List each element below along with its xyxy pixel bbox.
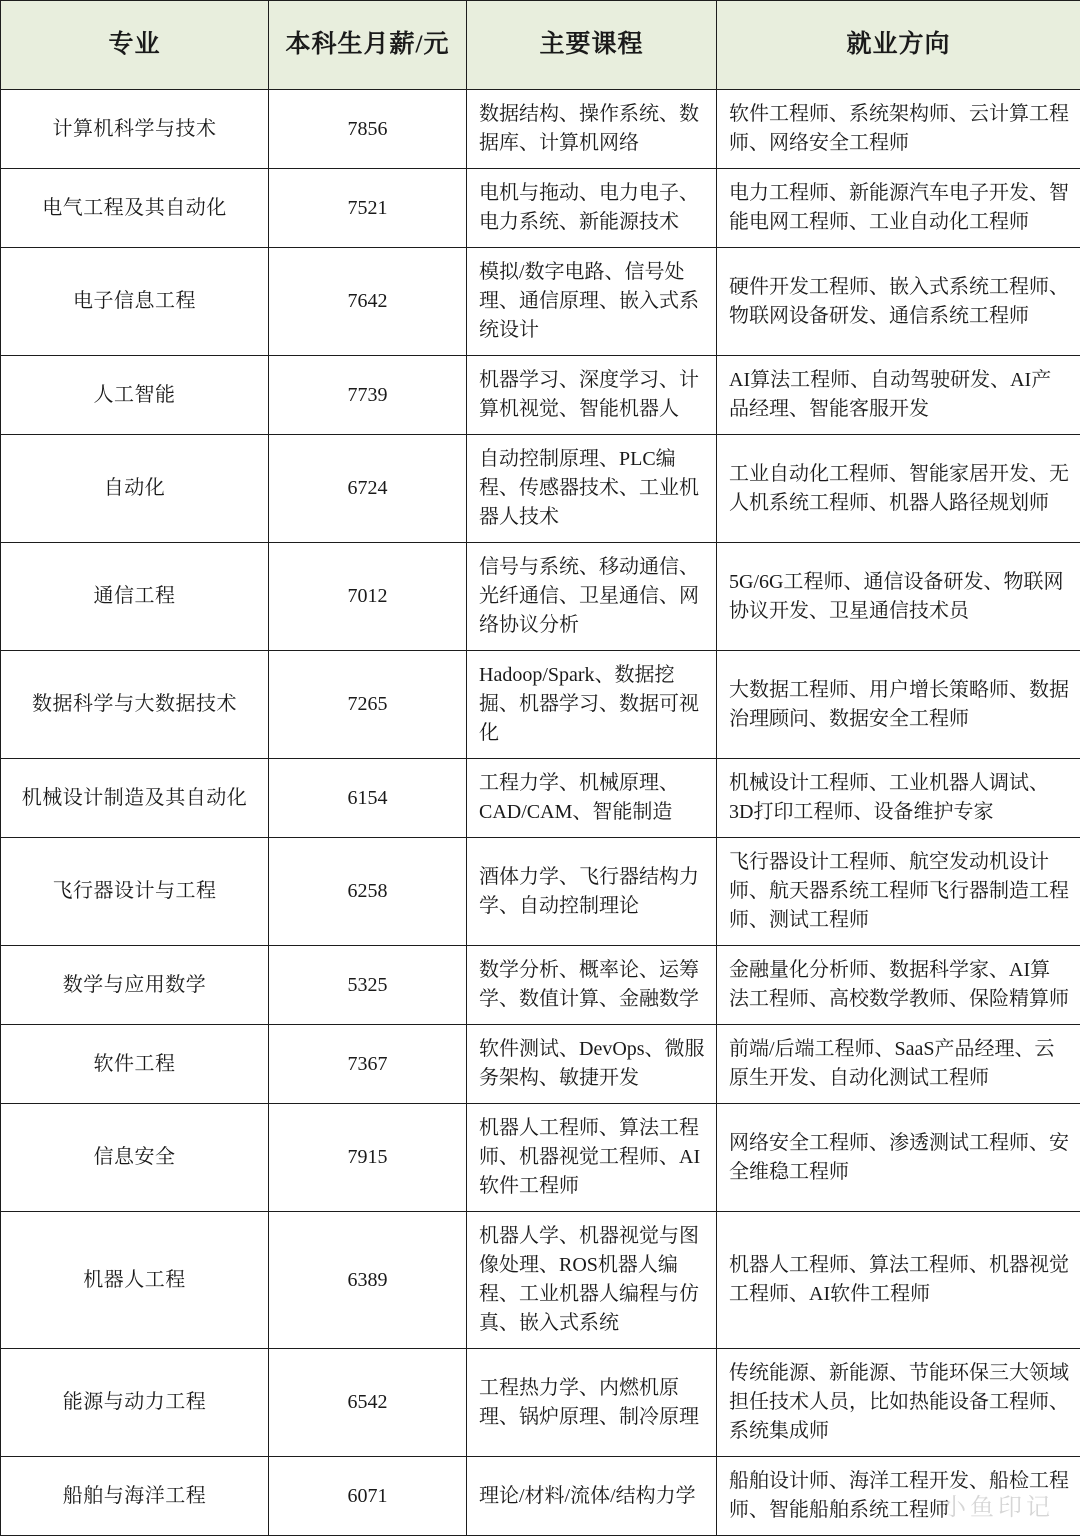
cell-careers: 机械设计工程师、工业机器人调试、3D打印工程师、设备维护专家 — [717, 759, 1080, 838]
cell-salary: 6071 — [269, 1457, 467, 1536]
cell-major: 计算机科学与技术 — [1, 90, 269, 169]
cell-courses: 数学分析、概率论、运筹学、数值计算、金融数学 — [467, 946, 717, 1025]
cell-courses: 电机与拖动、电力电子、电力系统、新能源技术 — [467, 169, 717, 248]
cell-major: 飞行器设计与工程 — [1, 838, 269, 946]
table-row — [1, 435, 1080, 543]
cell-careers: 船舶设计师、海洋工程开发、船检工程师、智能船舶系统工程师 — [717, 1457, 1080, 1536]
cell-salary: 6724 — [269, 435, 467, 543]
cell-salary: 7521 — [269, 169, 467, 248]
cell-major: 信息安全 — [1, 1104, 269, 1212]
table-row — [1, 946, 1080, 1025]
table-row — [1, 1025, 1080, 1104]
table-row — [1, 1104, 1080, 1212]
cell-courses: 工程热力学、内燃机原理、锅炉原理、制冷原理 — [467, 1349, 717, 1457]
cell-major: 自动化 — [1, 435, 269, 543]
table-row — [1, 543, 1080, 651]
cell-salary: 6389 — [269, 1212, 467, 1349]
table-row — [1, 169, 1080, 248]
cell-courses: Hadoop/Spark、数据挖掘、机器学习、数据可视化 — [467, 651, 717, 759]
cell-careers: 前端/后端工程师、SaaS产品经理、云原生开发、自动化测试工程师 — [717, 1025, 1080, 1104]
cell-salary: 7915 — [269, 1104, 467, 1212]
table-row — [1, 1457, 1080, 1536]
table-row — [1, 838, 1080, 946]
table-body — [1, 90, 1080, 1536]
cell-major: 人工智能 — [1, 356, 269, 435]
table-row — [1, 1212, 1080, 1349]
table-row — [1, 1349, 1080, 1457]
cell-careers: 网络安全工程师、渗透测试工程师、安全维稳工程师 — [717, 1104, 1080, 1212]
column-header-courses: 主要课程 — [467, 1, 717, 90]
cell-courses: 自动控制原理、PLC编程、传感器技术、工业机器人技术 — [467, 435, 717, 543]
cell-courses: 机器人工程师、算法工程师、机器视觉工程师、AI软件工程师 — [467, 1104, 717, 1212]
cell-careers: 机器人工程师、算法工程师、机器视觉工程师、AI软件工程师 — [717, 1212, 1080, 1349]
cell-salary: 7856 — [269, 90, 467, 169]
cell-courses: 机器人学、机器视觉与图像处理、ROS机器人编程、工业机器人编程与仿真、嵌入式系统 — [467, 1212, 717, 1349]
cell-major: 船舶与海洋工程 — [1, 1457, 269, 1536]
cell-courses: 工程力学、机械原理、CAD/CAM、智能制造 — [467, 759, 717, 838]
cell-major: 机械设计制造及其自动化 — [1, 759, 269, 838]
cell-courses: 信号与系统、移动通信、光纤通信、卫星通信、网络协议分析 — [467, 543, 717, 651]
cell-salary: 7012 — [269, 543, 467, 651]
cell-careers: 传统能源、新能源、节能环保三大领域担任技术人员，比如热能设备工程师、系统集成师 — [717, 1349, 1080, 1457]
cell-major: 数学与应用数学 — [1, 946, 269, 1025]
cell-major: 机器人工程 — [1, 1212, 269, 1349]
column-header-salary: 本科生月薪/元 — [269, 1, 467, 90]
cell-careers: 金融量化分析师、数据科学家、AI算法工程师、高校数学教师、保险精算师 — [717, 946, 1080, 1025]
cell-salary: 5325 — [269, 946, 467, 1025]
cell-courses: 软件测试、DevOps、微服务架构、敏捷开发 — [467, 1025, 717, 1104]
cell-salary: 7367 — [269, 1025, 467, 1104]
cell-courses: 模拟/数字电路、信号处理、通信原理、嵌入式系统设计 — [467, 248, 717, 356]
cell-major: 电子信息工程 — [1, 248, 269, 356]
cell-salary: 6542 — [269, 1349, 467, 1457]
cell-major: 软件工程 — [1, 1025, 269, 1104]
cell-courses: 机器学习、深度学习、计算机视觉、智能机器人 — [467, 356, 717, 435]
table-row — [1, 759, 1080, 838]
cell-courses: 理论/材料/流体/结构力学 — [467, 1457, 717, 1536]
cell-careers: 大数据工程师、用户增长策略师、数据治理顾问、数据安全工程师 — [717, 651, 1080, 759]
cell-major: 通信工程 — [1, 543, 269, 651]
header-row — [1, 1, 1080, 90]
table-row — [1, 356, 1080, 435]
cell-careers: AI算法工程师、自动驾驶研发、AI产品经理、智能客服开发 — [717, 356, 1080, 435]
table-header — [1, 1, 1080, 90]
cell-major: 能源与动力工程 — [1, 1349, 269, 1457]
cell-salary: 7642 — [269, 248, 467, 356]
cell-careers: 5G/6G工程师、通信设备研发、物联网协议开发、卫星通信技术员 — [717, 543, 1080, 651]
cell-careers: 电力工程师、新能源汽车电子开发、智能电网工程师、工业自动化工程师 — [717, 169, 1080, 248]
table-row — [1, 651, 1080, 759]
cell-careers: 飞行器设计工程师、航空发动机设计师、航天器系统工程师飞行器制造工程师、测试工程师 — [717, 838, 1080, 946]
cell-courses: 数据结构、操作系统、数据库、计算机网络 — [467, 90, 717, 169]
cell-careers: 软件工程师、系统架构师、云计算工程师、网络安全工程师 — [717, 90, 1080, 169]
table-row — [1, 248, 1080, 356]
cell-careers: 工业自动化工程师、智能家居开发、无人机系统工程师、机器人路径规划师 — [717, 435, 1080, 543]
watermark-text: 小鱼印记 — [942, 1487, 1054, 1522]
cell-salary: 6154 — [269, 759, 467, 838]
cell-careers: 硬件开发工程师、嵌入式系统工程师、物联网设备研发、通信系统工程师 — [717, 248, 1080, 356]
column-header-careers: 就业方向 — [717, 1, 1080, 90]
cell-major: 数据科学与大数据技术 — [1, 651, 269, 759]
cell-salary: 7265 — [269, 651, 467, 759]
cell-salary: 7739 — [269, 356, 467, 435]
table-row — [1, 90, 1080, 169]
cell-courses: 酒体力学、飞行器结构力学、自动控制理论 — [467, 838, 717, 946]
cell-salary: 6258 — [269, 838, 467, 946]
column-header-major: 专业 — [1, 1, 269, 90]
cell-major: 电气工程及其自动化 — [1, 169, 269, 248]
